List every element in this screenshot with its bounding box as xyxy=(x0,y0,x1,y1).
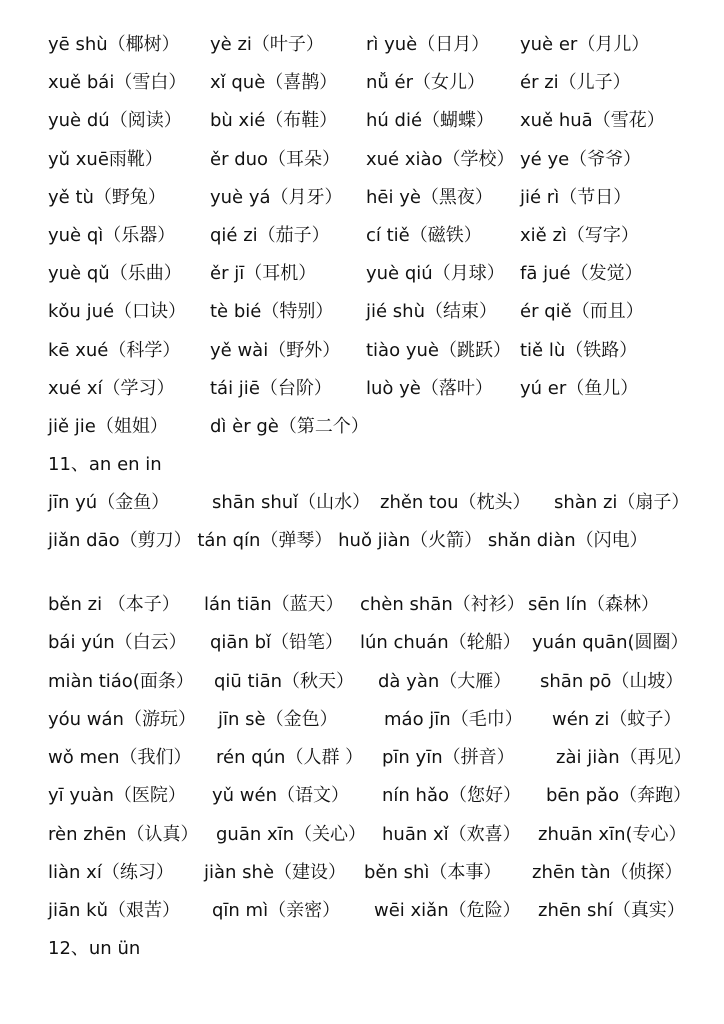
word-entry: liàn xí（练习） xyxy=(48,862,174,883)
word-row-wrapped xyxy=(48,530,708,578)
word-entry: zhuān xīn(专心） xyxy=(538,824,687,845)
word-entry: hú dié（蝴蝶） xyxy=(366,110,495,131)
word-entry: yī yuàn（医院） xyxy=(48,785,186,806)
word-entry: shàn zi（扇子） xyxy=(554,492,690,513)
word-row xyxy=(48,671,708,709)
word-entry: xué xí（学习） xyxy=(48,378,175,399)
word-entry: yuè qiú（月球） xyxy=(366,263,505,284)
word-entry: cí tiě（磁铁） xyxy=(366,225,482,246)
word-entry: běn shì（本事） xyxy=(364,862,502,883)
word-entry: zhēn tàn（侦探） xyxy=(532,862,683,883)
word-entry: yē shù（椰树） xyxy=(48,34,180,55)
word-row xyxy=(48,149,708,187)
word-entry: jiě jie（姐姐） xyxy=(48,416,168,437)
word-entry: nǚ ér（女儿） xyxy=(366,72,486,93)
word-entry: bēn pǎo（奔跑） xyxy=(546,785,692,806)
word-entry: xiě zì（写字） xyxy=(520,225,639,246)
word-entry: wēi xiǎn（危险） xyxy=(374,900,521,921)
word-entry: huān xǐ（欢喜） xyxy=(382,824,521,845)
word-row xyxy=(48,34,708,72)
section-heading-12: 12、un ün xyxy=(48,938,141,959)
word-entry: yuè dú（阅读） xyxy=(48,110,182,131)
word-entry: xuě bái（雪白） xyxy=(48,72,187,93)
word-entry: máo jīn（毛巾） xyxy=(384,709,523,730)
word-entry: yě tù（野兔） xyxy=(48,187,166,208)
word-entry: yé ye（爷爷） xyxy=(520,149,642,170)
word-entry: miàn tiáo(面条） xyxy=(48,671,194,692)
word-entry: guān xīn（关心） xyxy=(216,824,367,845)
word-entry: yuè qǔ（乐曲） xyxy=(48,263,182,284)
word-entry: bù xié（布鞋） xyxy=(210,110,338,131)
word-entry: wén zi（蚊子） xyxy=(552,709,682,730)
word-entry: běn zi （本子） xyxy=(48,594,180,615)
word-entry: yuè qì（乐器） xyxy=(48,225,176,246)
word-entry: yě wài（野外） xyxy=(210,340,341,361)
word-row xyxy=(48,900,708,938)
word-entry: jiān kǔ（艰苦） xyxy=(48,900,180,921)
word-entry: ěr jī（耳机） xyxy=(210,263,317,284)
word-entry: ér qiě（而且） xyxy=(520,301,644,322)
word-entry: xué xiào（学校） xyxy=(366,149,515,170)
word-entry: tiě lù（铁路） xyxy=(520,340,638,361)
word-row xyxy=(48,747,708,785)
word-entry: jīn sè（金色） xyxy=(218,709,338,730)
word-entry: yǔ xuē雨靴） xyxy=(48,149,163,170)
word-entry: fā jué（发觉） xyxy=(520,263,643,284)
word-entry: yǔ wén（语文） xyxy=(212,785,349,806)
word-entry: bái yún（白云） xyxy=(48,632,187,653)
word-entry: luò yè（落叶） xyxy=(366,378,493,399)
word-entry: jié shù（结束） xyxy=(366,301,497,322)
word-entry: shān pō（山坡） xyxy=(540,671,684,692)
word-entry: sēn lín（森林） xyxy=(528,594,659,615)
word-entry: lún chuán（轮船） xyxy=(360,632,521,653)
word-entry: qīn mì（亲密） xyxy=(212,900,341,921)
word-entry: hēi yè（黑夜） xyxy=(366,187,493,208)
word-entry: tái jiē（台阶） xyxy=(210,378,332,399)
word-row xyxy=(48,785,708,823)
word-entry: shān shuǐ（山水） xyxy=(212,492,371,513)
word-entry: yú er（鱼儿） xyxy=(520,378,639,399)
word-entry: tiào yuè（跳跃） xyxy=(366,340,511,361)
word-entry: dà yàn（大雁） xyxy=(378,671,512,692)
word-entry: yuè yá（月牙） xyxy=(210,187,343,208)
word-entry: rèn zhēn（认真） xyxy=(48,824,199,845)
word-entry: nín hǎo（您好） xyxy=(382,785,521,806)
word-entry: xuě huā（雪花） xyxy=(520,110,665,131)
word-row xyxy=(48,492,708,530)
word-row xyxy=(48,416,708,454)
word-entry: xǐ què（喜鹊） xyxy=(210,72,338,93)
word-row xyxy=(48,187,708,225)
word-entry: ér zi（儿子） xyxy=(520,72,631,93)
word-entry: qié zi（茄子） xyxy=(210,225,330,246)
word-row xyxy=(48,72,708,110)
word-entry: jīn yú（金鱼） xyxy=(48,492,170,513)
word-entry: jiǎn dāo（剪刀） tán qín（弹琴） huǒ jiàn（火箭） shǎn diàn（闪电） xyxy=(48,530,648,551)
word-row xyxy=(48,301,708,339)
word-entry: yuè er（月儿） xyxy=(520,34,650,55)
word-row xyxy=(48,632,708,670)
word-row xyxy=(48,709,708,747)
word-entry: zhěn tou（枕头） xyxy=(380,492,531,513)
word-entry: qiān bǐ（铅笔） xyxy=(210,632,344,653)
word-row xyxy=(48,378,708,416)
word-entry: yóu wán（游玩） xyxy=(48,709,196,730)
word-entry: qiū tiān（秋天） xyxy=(214,671,355,692)
word-row xyxy=(48,824,708,862)
word-entry: ěr duo（耳朵） xyxy=(210,149,341,170)
word-entry: chèn shān（衬衫） xyxy=(360,594,525,615)
word-entry: rì yuè（日月） xyxy=(366,34,490,55)
word-entry: yuán quān(圆圈） xyxy=(532,632,689,653)
word-row xyxy=(48,862,708,900)
word-entry: lán tiān（蓝天） xyxy=(204,594,344,615)
word-row xyxy=(48,225,708,263)
word-entry: kǒu jué（口诀） xyxy=(48,301,187,322)
word-entry: jiàn shè（建设） xyxy=(204,862,347,883)
word-entry: zài jiàn（再见） xyxy=(556,747,692,768)
word-row xyxy=(48,594,708,632)
word-entry: rén qún（人群 ） xyxy=(216,747,364,768)
word-row xyxy=(48,110,708,148)
word-entry: tè bié（特别） xyxy=(210,301,334,322)
word-entry: wǒ men（我们） xyxy=(48,747,192,768)
word-entry: zhēn shí（真实） xyxy=(538,900,685,921)
word-row xyxy=(48,263,708,301)
word-row xyxy=(48,340,708,378)
word-entry: jié rì（节日） xyxy=(520,187,632,208)
word-entry: dì èr gè（第二个） xyxy=(210,416,369,437)
word-entry: yè zi（叶子） xyxy=(210,34,324,55)
word-entry: kē xué（科学） xyxy=(48,340,181,361)
section-heading-11: 11、an en in xyxy=(48,454,162,475)
word-entry: pīn yīn（拼音） xyxy=(382,747,515,768)
